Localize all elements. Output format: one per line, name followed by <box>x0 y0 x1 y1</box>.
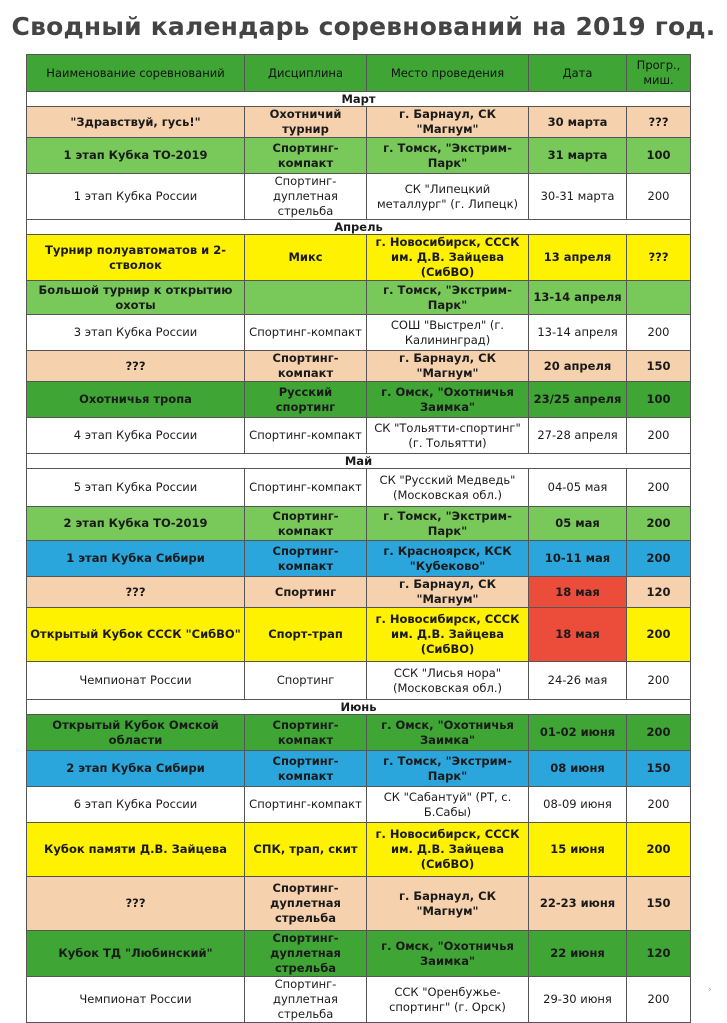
program-cell: 200 <box>627 507 691 541</box>
event-name-cell: 4 этап Кубка России <box>27 418 245 454</box>
table-row <box>27 715 691 751</box>
date-cell: 23/25 апреля <box>529 382 627 418</box>
table-row <box>27 577 691 608</box>
event-name-cell: ??? <box>27 351 245 382</box>
table-row <box>27 351 691 382</box>
discipline-cell <box>245 281 367 315</box>
competition-calendar-table <box>26 54 691 1023</box>
discipline-cell: Охотничий турнир <box>245 107 367 138</box>
date-cell: 04-05 мая <box>529 469 627 507</box>
discipline-cell: Спортинг-дуплетная стрельба <box>245 174 367 220</box>
discipline-cell: Спортинг-компакт <box>245 351 367 382</box>
date-cell: 18 мая <box>529 577 627 608</box>
program-cell: 150 <box>627 351 691 382</box>
event-name-cell: Охотничья тропа <box>27 382 245 418</box>
date-cell: 01-02 июня <box>529 715 627 751</box>
program-cell <box>627 281 691 315</box>
month-label: Июнь <box>27 700 691 715</box>
event-name-cell: Кубок ТД "Любинский" <box>27 931 245 977</box>
event-name-cell: Турнир полуавтоматов и 2-стволок <box>27 235 245 281</box>
event-name-cell: 3 этап Кубка России <box>27 315 245 351</box>
program-cell: 100 <box>627 138 691 174</box>
place-cell: СК "Тольятти-спортинг" (г. Тольятти) <box>367 418 529 454</box>
header-name: Наименование соревнований <box>27 55 245 92</box>
date-cell: 30-31 марта <box>529 174 627 220</box>
date-cell: 24-26 мая <box>529 662 627 700</box>
place-cell: г. Новосибирск, СССК им. Д.В. Зайцева (СибВО) <box>367 823 529 877</box>
event-name-cell: ??? <box>27 877 245 931</box>
header-discipline: Дисциплина <box>245 55 367 92</box>
event-name-cell: Чемпионат России <box>27 977 245 1023</box>
event-name-cell: 2 этап Кубка ТО-2019 <box>27 507 245 541</box>
program-cell: 200 <box>627 787 691 823</box>
discipline-cell: Спортинг-дуплетная стрельба <box>245 931 367 977</box>
program-cell: 200 <box>627 715 691 751</box>
event-name-cell: Открытый Кубок СССК "СибВО" <box>27 608 245 662</box>
place-cell: г. Красноярск, КСК "Кубеково" <box>367 541 529 577</box>
table-row <box>27 507 691 541</box>
date-cell: 31 марта <box>529 138 627 174</box>
discipline-cell: Спорт-трап <box>245 608 367 662</box>
program-cell: 200 <box>627 315 691 351</box>
event-name-cell: ??? <box>27 577 245 608</box>
discipline-cell: Русский спортинг <box>245 382 367 418</box>
place-cell: г. Томск, "Экстрим-Парк" <box>367 281 529 315</box>
date-cell: 13-14 апреля <box>529 315 627 351</box>
event-name-cell: 1 этап Кубка России <box>27 174 245 220</box>
program-cell: 200 <box>627 418 691 454</box>
place-cell: г. Томск, "Экстрим-Парк" <box>367 138 529 174</box>
program-cell: 150 <box>627 751 691 787</box>
table-row <box>27 418 691 454</box>
event-name-cell: Большой турнир к открытию охоты <box>27 281 245 315</box>
header-date: Дата <box>529 55 627 92</box>
event-name-cell: 1 этап Кубка ТО-2019 <box>27 138 245 174</box>
table-row <box>27 662 691 700</box>
date-cell: 22 июня <box>529 931 627 977</box>
place-cell: г. Томск, "Экстрим-Парк" <box>367 507 529 541</box>
discipline-cell: Спортинг-компакт <box>245 541 367 577</box>
place-cell: г. Омск, "Охотничья Заимка" <box>367 382 529 418</box>
program-cell: 100 <box>627 382 691 418</box>
discipline-cell: Спортинг-дуплетная стрельба <box>245 877 367 931</box>
event-name-cell: Открытый Кубок Омской области <box>27 715 245 751</box>
table-header-row <box>27 55 691 92</box>
date-cell: 13-14 апреля <box>529 281 627 315</box>
place-cell: ССК "Лисья нора" (Московская обл.) <box>367 662 529 700</box>
date-cell: 15 июня <box>529 823 627 877</box>
place-cell: СК "Русский Медведь" (Московская обл.) <box>367 469 529 507</box>
program-cell: 200 <box>627 541 691 577</box>
place-cell: ССК "Оренбужье-спортинг" (г. Орск) <box>367 977 529 1023</box>
month-label: Май <box>27 454 691 469</box>
place-cell: г. Новосибирск, СССК им. Д.В. Зайцева (СибВО) <box>367 235 529 281</box>
discipline-cell: СПК, трап, скит <box>245 823 367 877</box>
date-cell: 08-09 июня <box>529 787 627 823</box>
month-label: Март <box>27 92 691 107</box>
discipline-cell: Спортинг-компакт <box>245 469 367 507</box>
event-name-cell: "Здравствуй, гусь!" <box>27 107 245 138</box>
program-cell: 200 <box>627 608 691 662</box>
date-cell: 29-30 июня <box>529 977 627 1023</box>
program-cell: 200 <box>627 662 691 700</box>
event-name-cell: 5 этап Кубка России <box>27 469 245 507</box>
table-row <box>27 281 691 315</box>
table-body <box>27 92 691 1023</box>
place-cell: СК "Сабантуй" (РТ, с. Б.Сабы) <box>367 787 529 823</box>
discipline-cell: Спортинг <box>245 577 367 608</box>
table-row <box>27 823 691 877</box>
month-row <box>27 92 691 107</box>
date-cell: 08 июня <box>529 751 627 787</box>
table-row <box>27 315 691 351</box>
table-row <box>27 608 691 662</box>
table-row <box>27 751 691 787</box>
place-cell: г. Барнаул, СК "Магнум" <box>367 107 529 138</box>
program-cell: 200 <box>627 174 691 220</box>
place-cell: г. Омск, "Охотничья Заимка" <box>367 931 529 977</box>
page-title: Сводный календарь соревнований на 2019 год. <box>11 12 716 41</box>
discipline-cell: Спортинг-компакт <box>245 787 367 823</box>
date-cell: 10-11 мая <box>529 541 627 577</box>
program-cell: 200 <box>627 469 691 507</box>
discipline-cell: Спортинг-компакт <box>245 751 367 787</box>
discipline-cell: Спортинг-компакт <box>245 715 367 751</box>
program-cell: ??? <box>627 235 691 281</box>
date-cell: 30 марта <box>529 107 627 138</box>
program-cell: 120 <box>627 931 691 977</box>
table-row <box>27 931 691 977</box>
month-row <box>27 700 691 715</box>
place-cell: г. Новосибирск, СССК им. Д.В. Зайцева (СибВО) <box>367 608 529 662</box>
table-row <box>27 382 691 418</box>
table-row <box>27 787 691 823</box>
discipline-cell: Спортинг-компакт <box>245 315 367 351</box>
event-name-cell: Кубок памяти Д.В. Зайцева <box>27 823 245 877</box>
table-row <box>27 174 691 220</box>
date-cell: 20 апреля <box>529 351 627 382</box>
event-name-cell: Чемпионат России <box>27 662 245 700</box>
place-cell: г. Омск, "Охотничья Заимка" <box>367 715 529 751</box>
place-cell: г. Томск, "Экстрим-Парк" <box>367 751 529 787</box>
table-row <box>27 235 691 281</box>
month-row <box>27 454 691 469</box>
event-name-cell: 6 этап Кубка России <box>27 787 245 823</box>
table-row <box>27 107 691 138</box>
table-row <box>27 138 691 174</box>
discipline-cell: Микс <box>245 235 367 281</box>
program-cell: 120 <box>627 577 691 608</box>
table-row <box>27 469 691 507</box>
discipline-cell: Спортинг-компакт <box>245 507 367 541</box>
table-row <box>27 877 691 931</box>
program-cell: ??? <box>627 107 691 138</box>
discipline-cell: Спортинг-дуплетная стрельба <box>245 977 367 1023</box>
discipline-cell: Спортинг-компакт <box>245 138 367 174</box>
program-cell: 150 <box>627 877 691 931</box>
month-label: Апрель <box>27 220 691 235</box>
header-program: Прогр., миш. <box>627 55 691 92</box>
date-cell: 05 мая <box>529 507 627 541</box>
date-cell: 13 апреля <box>529 235 627 281</box>
date-cell: 18 мая <box>529 608 627 662</box>
place-cell: г. Барнаул, СК "Магнум" <box>367 577 529 608</box>
discipline-cell: Спортинг-компакт <box>245 418 367 454</box>
table-row <box>27 541 691 577</box>
page-edge-mark: › <box>708 985 712 995</box>
discipline-cell: Спортинг <box>245 662 367 700</box>
program-cell: 200 <box>627 823 691 877</box>
program-cell: 200 <box>627 977 691 1023</box>
place-cell: г. Барнаул, СК "Магнум" <box>367 877 529 931</box>
place-cell: г. Барнаул, СК "Магнум" <box>367 351 529 382</box>
place-cell: СОШ "Выстрел" (г. Калининград) <box>367 315 529 351</box>
date-cell: 22-23 июня <box>529 877 627 931</box>
event-name-cell: 2 этап Кубка Сибири <box>27 751 245 787</box>
month-row <box>27 220 691 235</box>
header-place: Место проведения <box>367 55 529 92</box>
date-cell: 27-28 апреля <box>529 418 627 454</box>
place-cell: СК "Липецкий металлург" (г. Липецк) <box>367 174 529 220</box>
event-name-cell: 1 этап Кубка Сибири <box>27 541 245 577</box>
